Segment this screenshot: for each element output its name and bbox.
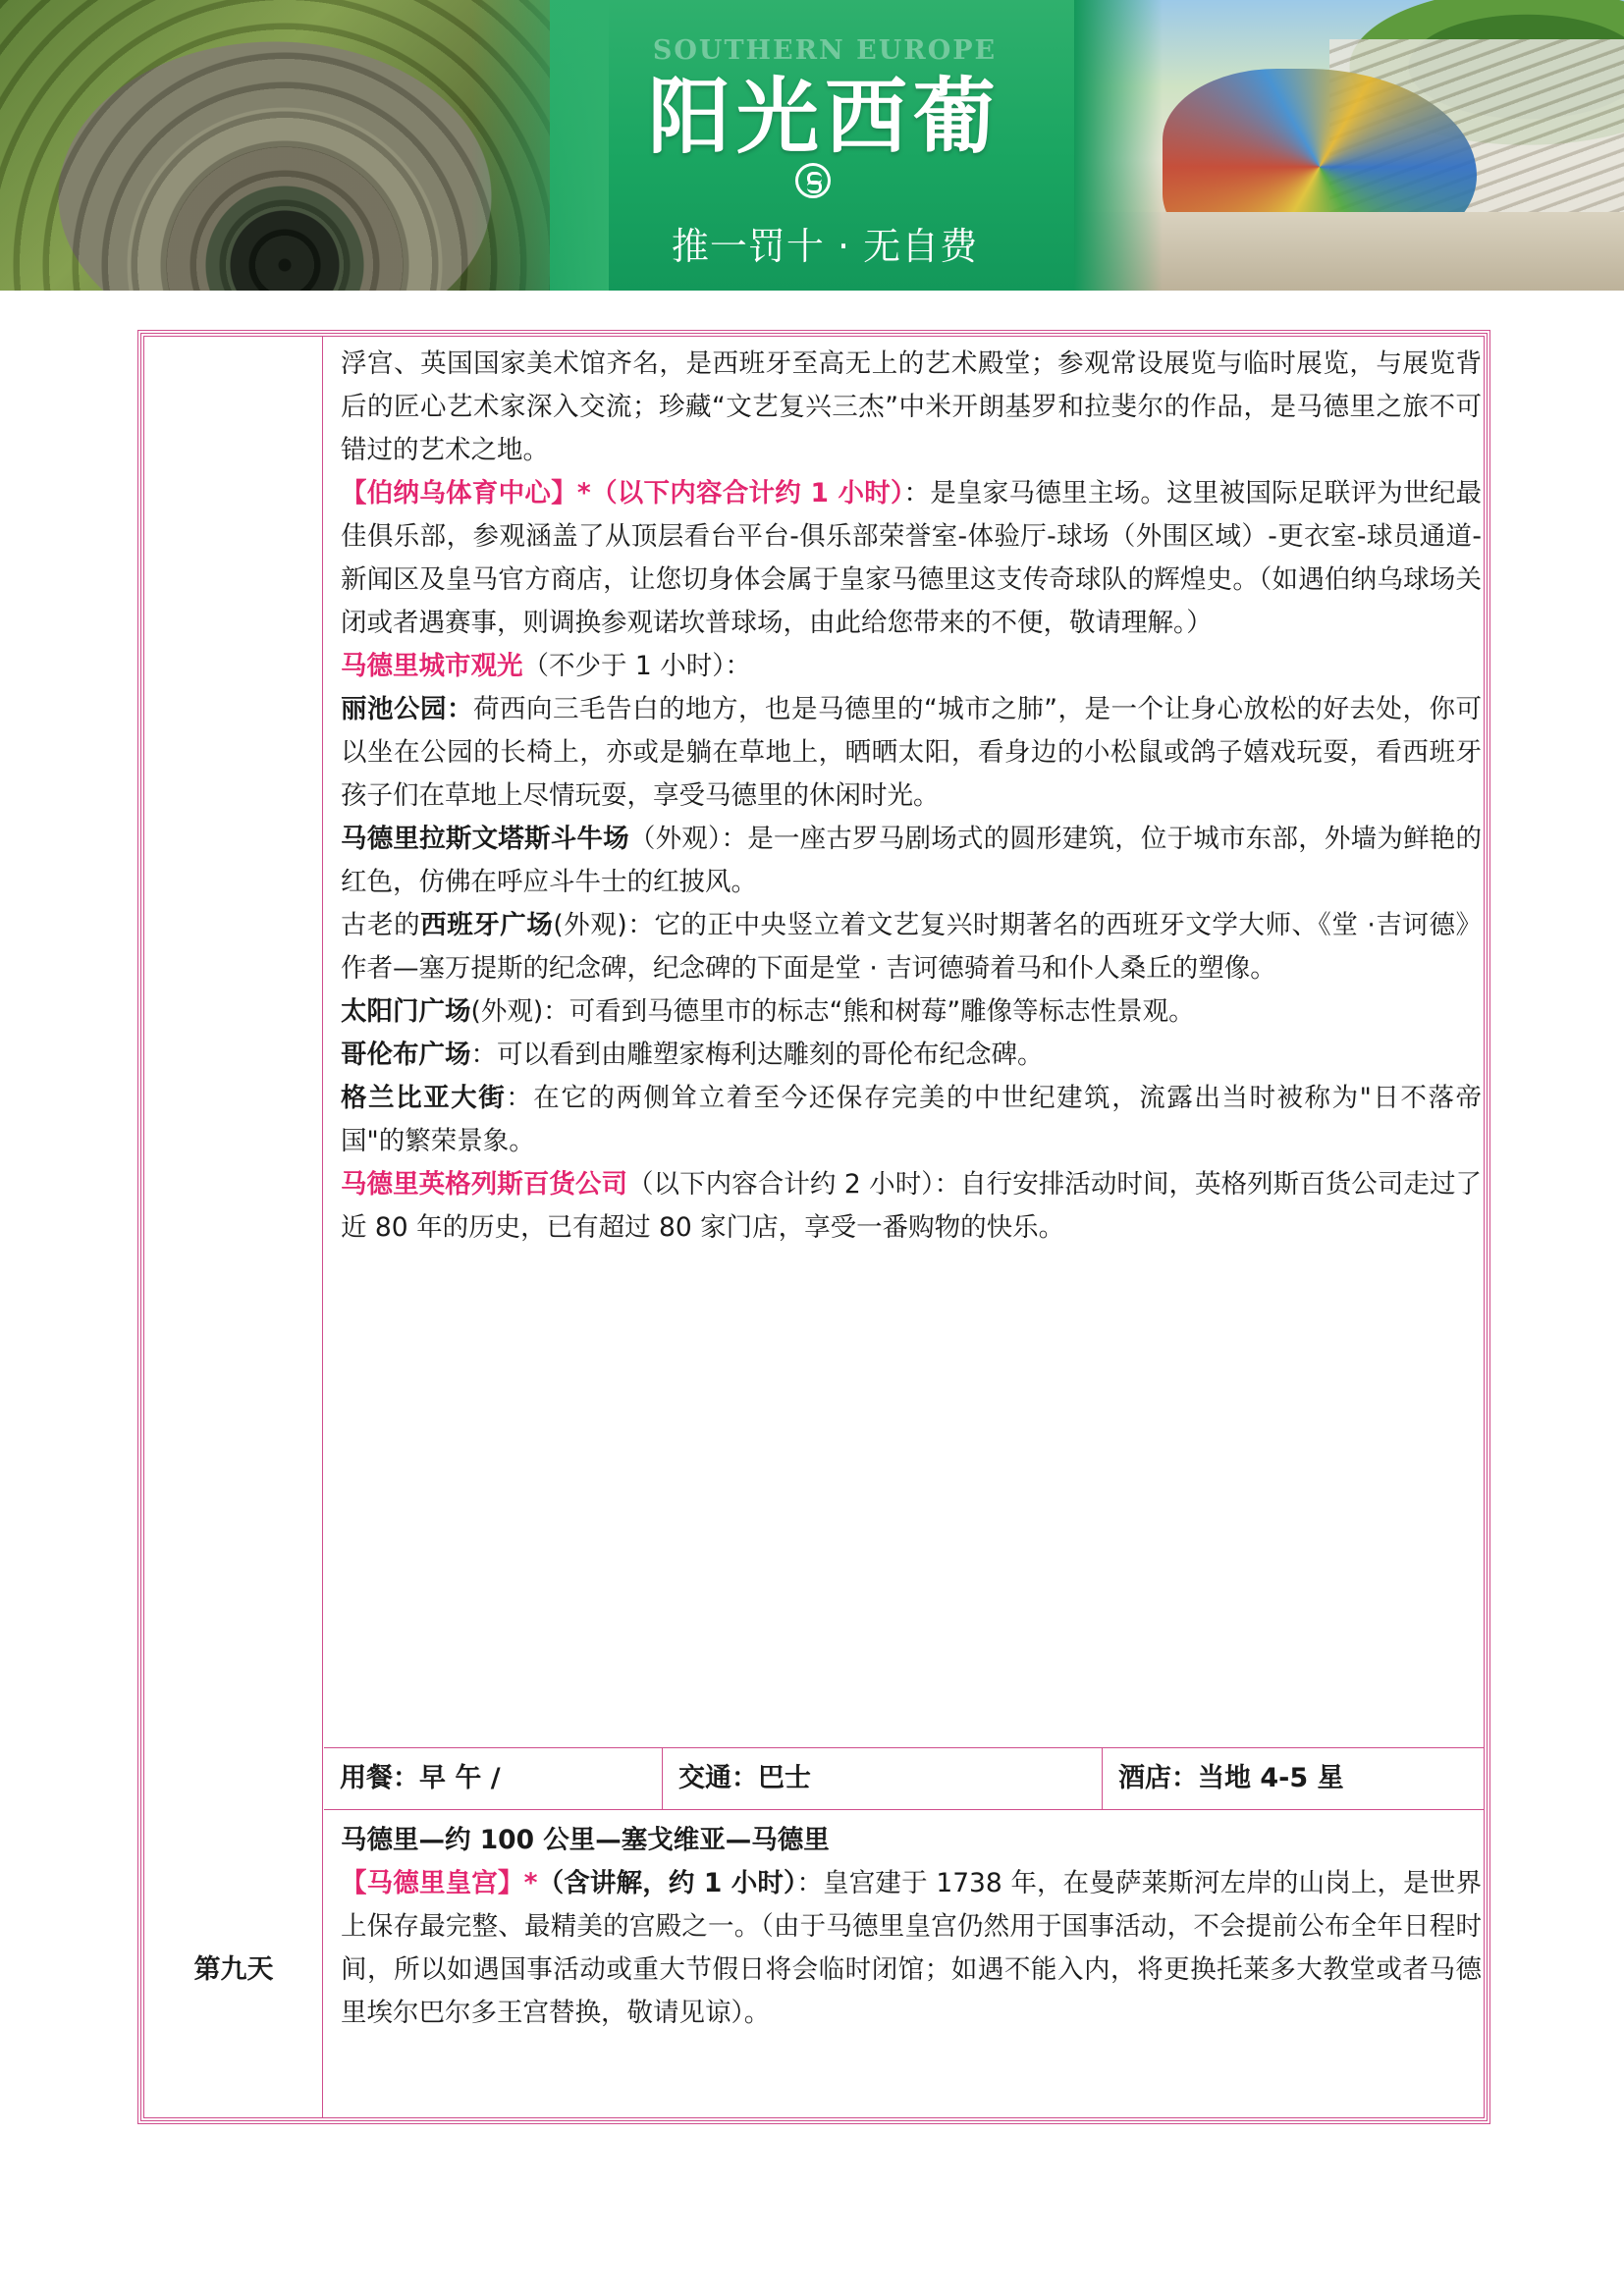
header-banner [0,0,1624,291]
corte-text: （以下内容合计约 2 小时）：自行安排活动时间，英格列斯百货公司走过了近 80 年的历史，已有超过 80 家门店，享受一番购物的快乐。 [341,1169,1482,1243]
palace-paragraph [341,1862,1482,2035]
brand-logo-icon [795,163,831,198]
day8-content [341,343,1482,1250]
ventas-title: 马德里拉斯文塔斯斗牛场 [341,824,629,854]
city-tour-title: 马德里城市观光 [341,651,523,681]
ventas-text: （外观）：是一座古罗马剧场式的圆形建筑，位于城市东部，外墙为鲜艳的红色，仿佛在呼应斗牛士的红披风。 [341,824,1483,897]
city-tour-heading [341,645,1482,688]
espana-prefix: 古老的 [341,910,421,940]
day9-route: 马德里—约 100 公里—塞戈维亚—马德里 [341,1825,830,1855]
banner-title: 阳光西葡 [647,68,1001,165]
corte-paragraph [341,1163,1482,1250]
corte-title: 马德里英格列斯百货公司 [341,1169,628,1200]
colon-paragraph [341,1034,1482,1077]
meals-cell: 用餐：早 午 / [324,1748,663,1809]
espana-text: (外观)：它的正中央竖立着文艺复兴时期著名的西班牙文学大师、《堂 ·吉诃德》作者—塞万提斯的纪念碑，纪念碑的下面是堂 · 吉诃德骑着马和仆人桑丘的塑像。 [341,910,1483,984]
colon-text: ：可以看到由雕塑家梅利达雕刻的哥伦布纪念碑。 [470,1040,1044,1070]
granvia-title: 格兰比亚大街 [341,1083,507,1113]
hotel-cell: 酒店：当地 4-5 星 [1118,1763,1344,1793]
bernabeu-paragraph [341,472,1482,645]
city-tour-note: （不少于 1 小时）： [522,651,751,681]
palace-text: ：皇宫建于 1738 年，在曼萨莱斯河左岸的山岗上，是世界上保存最完整、最精美的宫殿之一。（由于马德里皇宫仍然用于国事活动，不会提前公布全年日程时间，所以如遇国事活动或重大节假日将会临时闭馆；如遇不能入内，将更换托莱多大教堂或者马德里埃尔巴尔多王宫替换，敬请见谅）。 [341,1868,1482,2028]
bernabeu-title: 【伯纳乌体育中心】*（以下内容合计约 1 小时） [341,478,904,508]
itinerary-table [137,330,1490,2124]
banner-image-well [0,0,550,291]
espana-title: 西班牙广场 [420,910,554,940]
colon-title: 哥伦布广场 [341,1040,471,1070]
day9-content [341,1819,1482,2035]
retiro-title: 丽池公园： [341,694,474,724]
espana-paragraph [341,904,1482,990]
banner-slogan: 推一罚十 · 无自费 [671,225,979,268]
palace-note: （含讲解，约 1 小时） [537,1868,797,1898]
bernabeu-text: ：是皇家马德里主场。这里被国际足联评为世纪最佳俱乐部，参观涵盖了从顶层看台平台-俱乐部荣誉室-体验厅-球场（外围区域）-更衣室-球员通道-新闻区及皇马官方商店，让您切身体会属于皇家马德里这支传奇球队的辉煌史。（如遇伯纳乌球场关闭或者遇赛事，则调换参观诺坎普球场，由此给您带来的不便，敬请理解。） [341,478,1483,638]
granvia-text: ：在它的两侧耸立着至今还保存完美的中世纪建筑，流露出当时被称为"日不落帝国"的繁荣景象。 [341,1083,1482,1156]
sol-paragraph [341,990,1482,1034]
banner-image-park [1074,0,1624,291]
day8-meta-row [324,1747,1484,1810]
transport-cell: 交通：巴士 [663,1748,1103,1809]
retiro-paragraph [341,688,1482,818]
sol-text: (外观)：可看到马德里市的标志“熊和树莓”雕像等标志性景观。 [470,996,1195,1027]
granvia-paragraph [341,1077,1482,1163]
banner-subtitle-en: SOUTHERN EUROPE [652,35,998,66]
retiro-text: 荷西向三毛告白的地方，也是马德里的“城市之肺”，是一个让身心放松的好去处，你可以坐在公园的长椅上，亦或是躺在草地上，晒晒太阳，看身边的小松鼠或鸽子嬉戏玩耍，看西班牙孩子们在草地上尽情玩耍，享受马德里的休闲时光。 [341,694,1483,811]
day9-label: 第九天 [193,1953,274,1985]
sol-title: 太阳门广场 [341,996,471,1027]
ventas-paragraph [341,818,1482,904]
palace-title: 【马德里皇宫】* [341,1868,538,1898]
museum-paragraph: 浮宫、英国国家美术馆齐名，是西班牙至高无上的艺术殿堂；参观常设展览与临时展览，与展览背后的匠心艺术家深入交流；珍藏“文艺复兴三杰”中米开朗基罗和拉斐尔的作品，是马德里之旅不可错过的艺术之地。 [341,348,1482,465]
